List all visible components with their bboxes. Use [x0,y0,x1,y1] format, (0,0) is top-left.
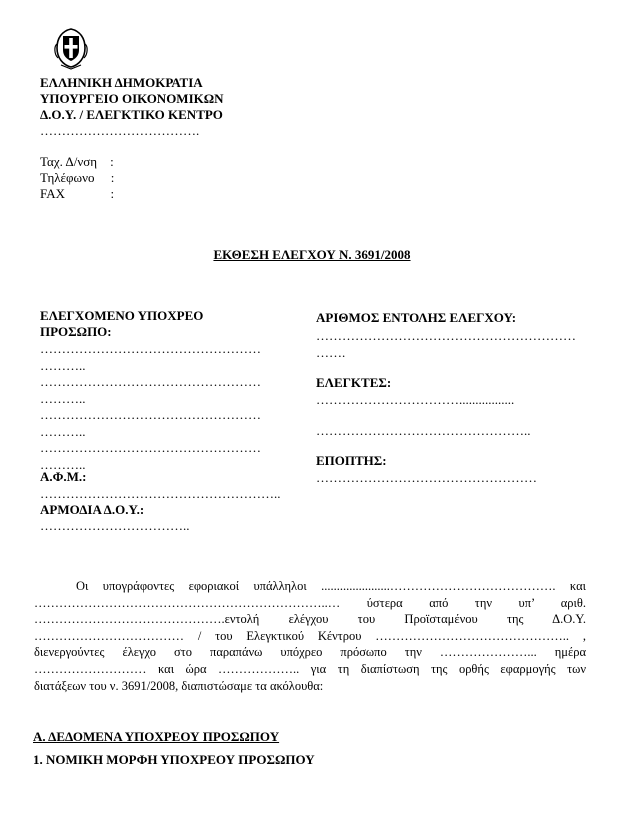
phone-label: Τηλέφωνο : [40,170,115,185]
header-dots: ………………………………. [40,123,200,138]
entity-dots-2: …………………………………………… [40,374,261,389]
coat-of-arms-icon [52,26,90,70]
auditors-dots-1: ……………………………................. [316,392,515,407]
paragraph-line-6: ……………………… και ώρα ……………….. για τη διαπίστωση της ορθής εφαρμογής των [34,661,586,676]
entity-dots-1b: ……….. [40,358,86,373]
postal-address-label: Ταχ. Δ/νση : [40,154,114,169]
audit-statement-paragraph [34,578,586,694]
paragraph-line-5: διενεργούντες έλεγχο στο παραπάνω υπόχρεο πρόσωπο την …………………... ημέρα [34,645,586,660]
paragraph-line-2: ……………………………………………………………..… ύστερα από την υπ’ αριθ. [34,595,586,610]
audit-order-dots-2: ……. [316,345,346,360]
paragraph-line-4: ……………………………… / του Ελεγκτικού Κέντρου ……………………………………….. , [34,628,586,643]
header-country: ΕΛΛΗΝΙΚΗ ΔΗΜΟΚΡΑΤΙΑ [40,75,203,90]
fax-label: FAX : [40,186,115,201]
audit-order-label: ΑΡΙΘΜΟΣ ΕΝΤΟΛΗΣ ΕΛΕΓΧΟΥ: [316,310,517,325]
entity-dots-4: …………………………………………… [40,440,261,455]
paragraph-line-1: Οι υπογράφοντες εφοριακοί υπάλληλοι ......................…………………………………. και [76,579,586,593]
header-ministry: ΥΠΟΥΡΓΕΙΟ ΟΙΚΟΝΟΜΙΚΩΝ [40,91,224,106]
afm-dots: ……………………………………………….. [40,486,281,501]
auditors-dots-2: ………………………………………….. [316,423,531,438]
section-a-heading: Α. ΔΕΔΟΜΕΝΑ ΥΠΟΧΡΕΟΥ ΠΡΟΣΩΠΟΥ [33,729,280,744]
section-1-heading: 1. ΝΟΜΙΚΗ ΜΟΡΦΗ ΥΠΟΧΡΕΟΥ ΠΡΟΣΩΠΟΥ [33,752,315,767]
supervisor-label: ΕΠΟΠΤΗΣ: [316,453,387,468]
tax-office-label: ΑΡΜΟΔΙΑ Δ.Ο.Υ.: [40,502,145,517]
paragraph-line-3: ……………………………………….εντολή ελέγχου του Προϊσταμένου της Δ.Ο.Υ. [34,612,586,627]
audited-entity-label-cont: ΠΡΟΣΩΠΟ: [40,324,112,339]
audit-order-dots-1: …………………………………………………… [316,328,576,343]
afm-label: Α.Φ.Μ.: [40,469,87,484]
supervisor-dots: …………………………………………… [316,470,537,485]
paragraph-line-7: διατάξεων του ν. 3691/2008, διαπιστώσαμε τα ακόλουθα: [34,678,324,693]
tax-office-dots: …………………………….. [40,518,190,533]
entity-dots-3b: ……….. [40,424,86,439]
audited-entity-label: ΕΛΕΓΧΟΜΕΝΟ ΥΠΟΧΡΕΟ [40,308,204,323]
header-tax-office: Δ.Ο.Υ. / ΕΛΕΓΚΤΙΚΟ ΚΕΝΤΡΟ [40,107,223,122]
entity-dots-4b: ……….. [40,457,86,472]
document-title: ΕΚΘΕΣΗ ΕΛΕΓΧΟΥ Ν. 3691/2008 [213,247,411,262]
entity-dots-1: …………………………………………… [40,341,261,356]
auditors-label: ΕΛΕΓΚΤΕΣ: [316,375,392,390]
entity-dots-3: …………………………………………… [40,407,261,422]
entity-dots-2b: ……….. [40,391,86,406]
